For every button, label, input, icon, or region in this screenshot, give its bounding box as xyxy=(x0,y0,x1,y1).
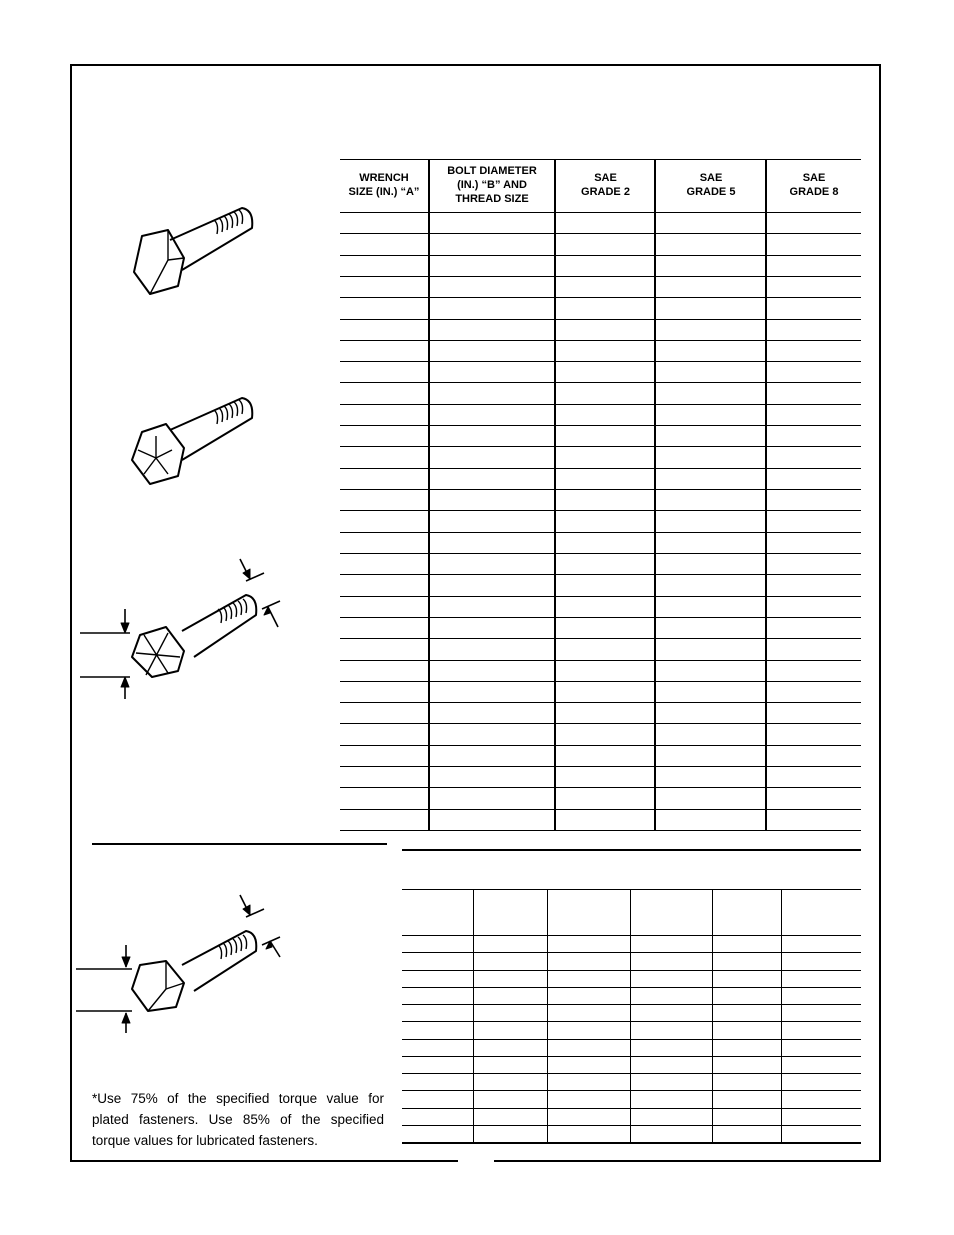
table-row-rule xyxy=(402,1108,861,1109)
table-row-rule xyxy=(340,596,861,597)
column-divider xyxy=(473,889,474,1144)
column-divider xyxy=(554,159,556,831)
table-row-rule xyxy=(402,970,861,971)
table-row-rule xyxy=(402,1073,861,1074)
header-line: GRADE 8 xyxy=(789,186,839,198)
col-header-sae-grade-2 xyxy=(556,159,655,211)
table-row-rule xyxy=(402,1021,861,1022)
table-row-rule xyxy=(340,340,861,341)
torque-table-lower xyxy=(402,849,861,1145)
header-line: SAE xyxy=(802,172,826,184)
table-row-rule xyxy=(340,532,861,533)
column-divider xyxy=(765,159,767,831)
table-header-rule xyxy=(402,889,861,890)
table-top-rule xyxy=(402,849,861,851)
table-row-rule xyxy=(340,745,861,746)
header-line: (IN.) “B” AND xyxy=(457,179,527,191)
bolt-metric-dimensioned-icon xyxy=(74,893,288,1039)
table-row-rule xyxy=(340,553,861,554)
col-header-sae-grade-8 xyxy=(767,159,861,211)
table-row-rule xyxy=(402,952,861,953)
header-line: SAE xyxy=(594,172,617,184)
col-header-wrench-size xyxy=(340,159,428,211)
header-line: THREAD SIZE xyxy=(455,193,529,205)
header-line: BOLT DIAMETER xyxy=(447,165,537,177)
table-row-rule xyxy=(340,489,861,490)
col-header-sae-grade-5 xyxy=(656,159,766,211)
table-row-rule xyxy=(340,809,861,810)
page-number-gap xyxy=(458,1158,494,1166)
table-row-rule xyxy=(402,1039,861,1040)
table-row-rule xyxy=(340,276,861,277)
table-row-rule xyxy=(340,766,861,767)
table-row-rule xyxy=(340,702,861,703)
torque-footnote: *Use 75% of the specified torque value for plated fasteners. Use 85% of the specified torque values for lubricated fasteners. xyxy=(92,1091,384,1148)
torque-table-upper xyxy=(340,159,861,831)
table-row-rule xyxy=(340,510,861,511)
section-divider xyxy=(92,843,387,845)
bolt-grade5-head-icon xyxy=(122,388,262,493)
table-row-rule xyxy=(340,574,861,575)
column-divider xyxy=(428,159,430,831)
table-row-rule xyxy=(402,1125,861,1126)
table-row-rule xyxy=(340,297,861,298)
column-divider xyxy=(547,889,548,1144)
header-line: SAE xyxy=(699,172,723,184)
table-row-rule xyxy=(402,987,861,988)
table-row-rule xyxy=(402,1142,861,1144)
col-header-bolt-diameter xyxy=(429,159,555,211)
header-line: SIZE (IN.) “A” xyxy=(348,186,420,198)
table-row-rule xyxy=(340,660,861,661)
table-row-rule xyxy=(340,382,861,383)
bolt-plain-head-icon xyxy=(122,198,262,303)
table-row-rule xyxy=(340,212,861,213)
table-row-rule xyxy=(340,404,861,405)
table-row-rule xyxy=(340,361,861,362)
table-row-rule xyxy=(340,617,861,618)
column-divider xyxy=(654,159,656,831)
table-row-rule xyxy=(340,638,861,639)
table-row-rule xyxy=(340,468,861,469)
bolt-grade8-dimensioned-icon xyxy=(78,553,288,703)
table-row-rule xyxy=(340,681,861,682)
header-line: GRADE 2 xyxy=(581,186,630,198)
table-row-rule xyxy=(402,1090,861,1091)
table-row-rule xyxy=(340,830,861,831)
header-line: WRENCH xyxy=(359,172,409,184)
table-row-rule xyxy=(340,723,861,724)
table-row-rule xyxy=(402,935,861,936)
table-row-rule xyxy=(340,425,861,426)
table-row-rule xyxy=(340,787,861,788)
table-row-rule xyxy=(340,255,861,256)
header-line: GRADE 5 xyxy=(686,186,736,198)
column-divider xyxy=(781,889,782,1144)
column-divider xyxy=(712,889,713,1144)
column-divider xyxy=(630,889,631,1144)
table-row-rule xyxy=(340,233,861,234)
table-row-rule xyxy=(402,1056,861,1057)
table-row-rule xyxy=(340,319,861,320)
table-row-rule xyxy=(340,446,861,447)
table-row-rule xyxy=(402,1004,861,1005)
